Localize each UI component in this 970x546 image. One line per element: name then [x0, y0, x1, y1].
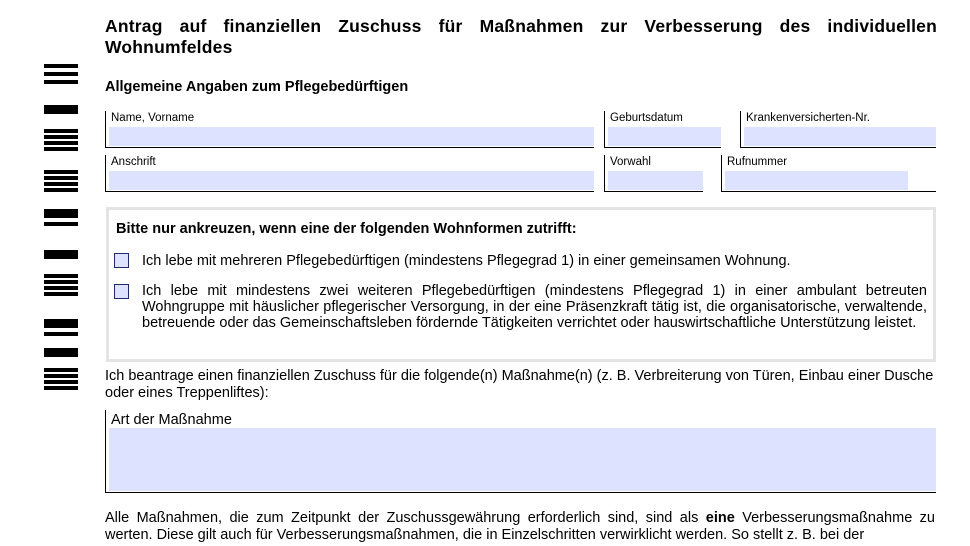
address-field-label: Anschrift [111, 156, 156, 168]
phone-number-field[interactable] [721, 155, 936, 192]
bottom-paragraph-bold: eine [705, 510, 735, 526]
name-field[interactable] [105, 111, 594, 148]
insurance-number-field[interactable] [740, 111, 936, 148]
area-code-field-label: Vorwahl [610, 156, 651, 168]
address-field[interactable] [105, 155, 594, 192]
living-situation-heading: Bitte nur ankreuzen, wenn eine der folgenden Wohnformen zutrifft: [116, 221, 577, 237]
request-text: Ich beantrage einen finanziellen Zuschuss für die folgende(n) Maßnahme(n) (z. B. Verbreiterung von Türen, Einbau einer Dusche oder eines Treppenliftes): [105, 368, 934, 401]
birthdate-field[interactable] [604, 111, 721, 148]
measure-type-label: Art der Maßnahme [111, 412, 232, 428]
area-code-field[interactable] [604, 155, 703, 192]
barcode [44, 64, 78, 390]
bottom-paragraph-part1: Alle Maßnahmen, die zum Zeitpunkt der Zuschussgewährung erforderlich sind, sind als [105, 510, 706, 526]
birthdate-field-label: Geburtsdatum [610, 112, 683, 124]
section-heading-general: Allgemeine Angaben zum Pflegebedürftigen [105, 79, 409, 95]
name-field-label: Name, Vorname [111, 112, 195, 124]
living-option1-label: Ich lebe mit mehreren Pflegebedürftigen (mindestens Pflegegrad 1) in einer gemeinsamen Wohnung. [142, 253, 791, 269]
measure-type-field[interactable] [105, 410, 936, 493]
form-title: Antrag auf finanziellen Zuschuss für Maßnahmen zur Verbesserung des individuellen Wohnumfeldes [105, 16, 937, 57]
insurance-number-field-label: Krankenversicherten-Nr. [746, 112, 870, 124]
living-option2-checkbox[interactable] [114, 284, 129, 299]
bottom-paragraph-part2: Verbesserungsmaßnahme zu werten. Diese gilt auch für Verbesserungsmaßnahmen, die in Einzelschritten verwirklicht werden. So stellt z. B. bei der [105, 510, 935, 543]
living-option2-label: Ich lebe mit mindestens zwei weiteren Pflegebedürftigen (mindestens Pflegegrad 1) in einer ambulant betreuten Wohngruppe mit häuslicher pflegerischer Versorgung, in der eine Präsenzkraft tätig ist, die organisatorische, verwaltende, betreuende oder das Gemeinschaftsleben fördernde Tätigkeiten verrichtet oder hauswirtschaftliche Unterstützung leistet. [142, 283, 927, 331]
bottom-paragraph [105, 510, 935, 544]
living-option1-checkbox[interactable] [114, 253, 129, 268]
phone-number-field-label: Rufnummer [727, 156, 788, 168]
